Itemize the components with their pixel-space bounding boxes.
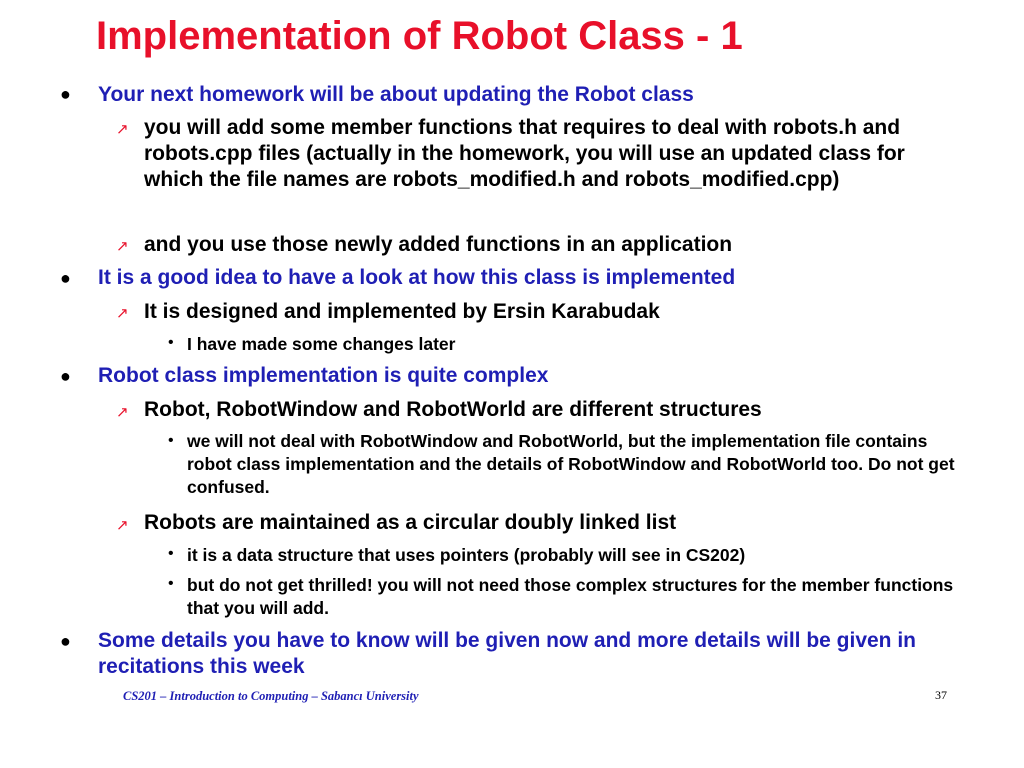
bullet-marker: • <box>168 334 174 351</box>
bullet-item-13: Some details you have to know will be given now and more details will be given in recitations this week <box>98 629 917 678</box>
bullet-item-4: It is a good idea to have a look at how this class is implemented <box>98 266 736 289</box>
slide-title: Implementation of Robot Class - 1 <box>96 14 743 58</box>
bullet-item-9: we will not deal with RobotWindow and RobotWorld, but the implementation file contains robot class implementation and the details of RobotWindow and RobotWorld too. Do not get confused. <box>187 431 955 497</box>
bullet-item-1: Your next homework will be about updating the Robot class <box>98 83 694 106</box>
bullet-item-7: Robot class implementation is quite complex <box>98 364 549 387</box>
bullet-marker: ↗ <box>116 404 129 421</box>
bullet-item-6: I have made some changes later <box>187 334 456 354</box>
bullet-marker: • <box>168 432 174 449</box>
bullet-item-5: It is designed and implemented by Ersin Karabudak <box>144 300 660 323</box>
bullet-marker: ● <box>60 366 71 386</box>
footer-course-label: CS201 – Introduction to Computing – Sabancı University <box>123 689 419 703</box>
bullet-marker: • <box>168 575 174 592</box>
bullet-marker: ↗ <box>116 517 129 534</box>
bullet-marker: ↗ <box>116 305 129 322</box>
bullet-item-10: Robots are maintained as a circular doubly linked list <box>144 511 677 534</box>
bullet-marker: ↗ <box>116 238 129 255</box>
bullet-marker: ↗ <box>116 121 129 138</box>
page-number: 37 <box>935 688 947 702</box>
bullet-marker: • <box>168 545 174 562</box>
bullet-marker: ● <box>60 268 71 288</box>
bullet-item-11: it is a data structure that uses pointers (probably will see in CS202) <box>187 545 746 565</box>
bullet-marker: ● <box>60 631 71 651</box>
bullet-marker: ● <box>60 84 71 104</box>
bullet-item-2: you will add some member functions that requires to deal with robots.h and robots.cpp files (actually in the homework, you will use an updated class for which the file names are robots_modified.h and robots_modified.cpp) <box>144 116 905 191</box>
bullet-item-12: but do not get thrilled! you will not need those complex structures for the member functions that you will add. <box>187 575 954 618</box>
bullet-item-3: and you use those newly added functions in an application <box>144 233 733 256</box>
bullet-item-8: Robot, RobotWindow and RobotWorld are different structures <box>144 398 762 421</box>
